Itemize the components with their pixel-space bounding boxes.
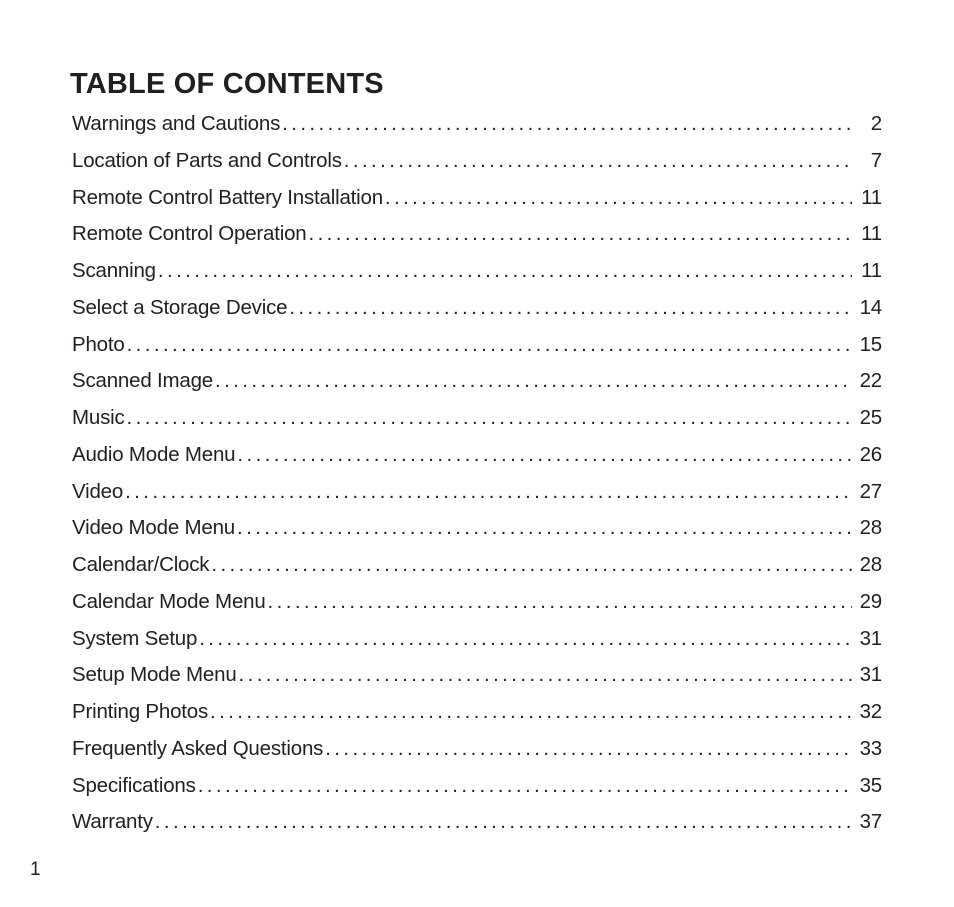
dot-leader (198, 768, 852, 804)
toc-entry-specifications[interactable] (72, 768, 882, 805)
dot-leader (127, 327, 852, 363)
dot-leader (210, 694, 852, 730)
toc-entry-page: 35 (859, 773, 882, 797)
toc-entry-audio-mode-menu[interactable] (72, 437, 882, 474)
toc-entry-page: 11 (861, 185, 882, 209)
toc-entry-title: Printing Photos (72, 700, 209, 723)
dot-leader (215, 363, 852, 399)
dot-leader (385, 180, 852, 216)
toc-entry-scanned-image[interactable] (72, 363, 882, 400)
toc-entry-storage-device[interactable] (72, 290, 882, 327)
toc-entry-title: Calendar/Clock (72, 553, 210, 576)
toc-entry-faq[interactable] (72, 731, 882, 768)
toc-entry-title: Select a Storage Device (72, 295, 288, 319)
toc-entry-calendar-mode-menu[interactable] (72, 584, 882, 621)
toc-entry-warnings-and-cautions[interactable] (72, 106, 882, 143)
dot-leader (155, 804, 852, 840)
dot-leader (239, 657, 852, 693)
toc-entry-photo[interactable] (72, 327, 882, 364)
dot-leader (211, 547, 852, 583)
dot-leader (325, 731, 852, 767)
toc-entry-title: Scanned Image (72, 369, 214, 393)
toc-entry-video-mode-menu[interactable] (72, 510, 882, 547)
toc-entry-page: 26 (859, 442, 882, 466)
toc-entry-title: Photo (72, 332, 125, 356)
dot-leader (158, 253, 852, 289)
toc-entry-page: 2 (870, 112, 882, 135)
toc-entry-scanning[interactable] (72, 253, 882, 290)
toc-entry-page: 22 (859, 369, 882, 393)
dot-leader (127, 400, 852, 436)
toc-entry-title: Setup Mode Menu (72, 663, 237, 687)
toc-entry-remote-battery[interactable] (72, 180, 882, 217)
toc-entry-title: System Setup (72, 626, 198, 650)
toc-entry-page: 25 (859, 406, 882, 429)
dot-leader (237, 437, 852, 473)
page-number: 1 (30, 859, 41, 880)
toc-entry-title: Remote Control Battery Installation (72, 185, 383, 209)
dot-leader (344, 143, 852, 179)
toc-entry-page: 27 (859, 479, 882, 503)
toc-entry-page: 31 (859, 626, 882, 650)
toc-entry-page: 14 (859, 295, 882, 319)
toc-entry-title: Warnings and Cautions (72, 112, 281, 135)
toc-entry-title: Video Mode Menu (72, 516, 236, 540)
table-of-contents (72, 106, 882, 841)
toc-entry-page: 37 (859, 810, 882, 834)
toc-entry-title: Video (72, 479, 124, 503)
dot-leader (268, 584, 852, 620)
toc-entry-system-setup[interactable] (72, 621, 882, 658)
toc-entry-page: 29 (859, 589, 882, 613)
toc-entry-page: 28 (859, 516, 882, 540)
dot-leader (199, 621, 852, 657)
toc-entry-calendar-clock[interactable] (72, 547, 882, 584)
toc-entry-title: Calendar Mode Menu (72, 589, 266, 613)
toc-entry-title: Specifications (72, 773, 196, 797)
toc-entry-remote-operation[interactable] (72, 216, 882, 253)
toc-entry-setup-mode-menu[interactable] (72, 657, 882, 694)
toc-entry-title: Music (72, 406, 125, 429)
toc-entry-page: 11 (861, 222, 882, 246)
dot-leader (237, 510, 852, 546)
toc-entry-title: Location of Parts and Controls (72, 148, 342, 172)
toc-entry-title: Warranty (72, 810, 153, 834)
toc-entry-page: 33 (859, 736, 882, 760)
dot-leader (282, 106, 852, 142)
toc-entry-title: Remote Control Operation (72, 222, 307, 246)
page-title: TABLE OF CONTENTS (70, 68, 384, 100)
toc-entry-page: 11 (861, 259, 882, 282)
dot-leader (308, 216, 852, 252)
toc-entry-video[interactable] (72, 474, 882, 511)
toc-entry-page: 15 (859, 332, 882, 356)
toc-entry-title: Scanning (72, 259, 156, 282)
dot-leader (125, 474, 852, 510)
dot-leader (289, 290, 852, 326)
toc-entry-page: 7 (870, 148, 882, 172)
toc-entry-location-of-parts[interactable] (72, 143, 882, 180)
toc-entry-printing-photos[interactable] (72, 694, 882, 731)
toc-entry-music[interactable] (72, 400, 882, 437)
toc-entry-title: Audio Mode Menu (72, 442, 236, 466)
toc-entry-page: 28 (859, 553, 882, 576)
toc-entry-title: Frequently Asked Questions (72, 736, 324, 760)
toc-entry-warranty[interactable] (72, 804, 882, 841)
toc-entry-page: 32 (859, 700, 882, 723)
toc-entry-page: 31 (859, 663, 882, 687)
